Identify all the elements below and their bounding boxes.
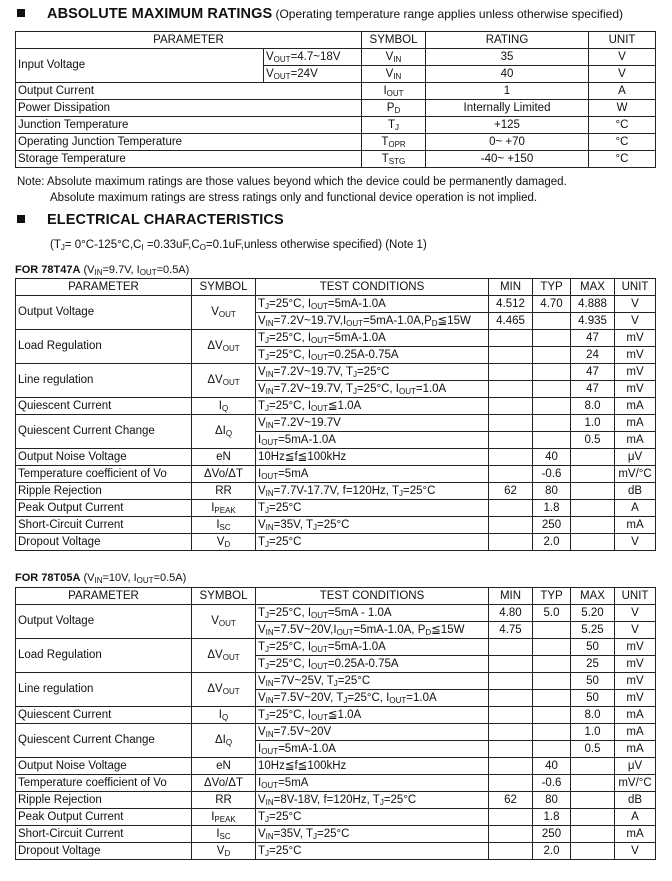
- unit-cell: A: [615, 809, 656, 826]
- parameter-cell: Temperature coefficient of Vo: [16, 775, 192, 792]
- table-row: [16, 843, 656, 860]
- rating-cell: 0~ +70: [426, 134, 589, 151]
- unit-cell: μV: [615, 449, 656, 466]
- min-cell: 4.80: [489, 605, 533, 622]
- symbol-cell: $T_J$: [362, 117, 426, 134]
- rating-cell: Internally Limited: [426, 100, 589, 117]
- max-cell: 47: [571, 330, 615, 347]
- min-cell: [489, 656, 533, 673]
- test-condition-cell: $I_{OUT}=5mA$: [256, 466, 489, 483]
- min-cell: [489, 707, 533, 724]
- parameter-cell: Output Voltage: [16, 605, 192, 639]
- unit-cell: mV/°C: [615, 775, 656, 792]
- test-condition-cell: $T_J=25^\circ C$, $I_{OUT}≦1.0A$: [256, 707, 489, 724]
- max-cell: [571, 826, 615, 843]
- table-row: [16, 673, 656, 690]
- unit-cell: mV: [615, 673, 656, 690]
- min-cell: [489, 449, 533, 466]
- table-row: [16, 466, 656, 483]
- unit-cell: V: [589, 49, 656, 66]
- unit-cell: mV/°C: [615, 466, 656, 483]
- parameter-cell: Peak Output Current: [16, 500, 192, 517]
- max-cell: 8.0: [571, 707, 615, 724]
- parameter-cell: Line regulation: [16, 673, 192, 707]
- symbol-cell: $I_{PEAK}$: [192, 500, 256, 517]
- table-row: [16, 398, 656, 415]
- parameter-cell: Junction Temperature: [16, 117, 362, 134]
- symbol-cell: $I_{SC}$: [192, 517, 256, 534]
- symbol-cell: $\Delta I_Q$: [192, 724, 256, 758]
- unit-cell: V: [615, 622, 656, 639]
- header-symbol: SYMBOL: [192, 588, 256, 605]
- typ-cell: 40: [533, 449, 571, 466]
- symbol-cell: $V_{OUT}$: [192, 605, 256, 639]
- rating-cell: 1: [426, 83, 589, 100]
- parameter-cell: Power Dissipation: [16, 100, 362, 117]
- max-cell: 1.0: [571, 724, 615, 741]
- table-row: [16, 364, 656, 381]
- min-cell: [489, 364, 533, 381]
- ec-title: ELECTRICAL CHARACTERISTICS: [47, 212, 284, 228]
- max-cell: 0.5: [571, 432, 615, 449]
- amr-note-2: Absolute maximum ratings are stress ratings only and functional device operation is not implied.: [50, 192, 538, 204]
- max-cell: 47: [571, 381, 615, 398]
- typ-cell: [533, 347, 571, 364]
- symbol-cell: $P_D$: [362, 100, 426, 117]
- max-cell: 0.5: [571, 741, 615, 758]
- min-cell: [489, 741, 533, 758]
- min-cell: [489, 500, 533, 517]
- unit-cell: mV: [615, 364, 656, 381]
- test-condition-cell: $V_{IN}=35V$, $T_J=25^\circ C$: [256, 517, 489, 534]
- ec-table-78t05a: [15, 587, 656, 860]
- max-cell: 24: [571, 347, 615, 364]
- max-cell: [571, 466, 615, 483]
- unit-cell: mA: [615, 724, 656, 741]
- header-unit: UNIT: [615, 588, 656, 605]
- min-cell: [489, 826, 533, 843]
- symbol-cell: RR: [192, 483, 256, 500]
- unit-cell: dB: [615, 483, 656, 500]
- parameter-cell: Quiescent Current: [16, 398, 192, 415]
- ec-table-78t47a: [15, 278, 656, 551]
- unit-cell: mA: [615, 415, 656, 432]
- symbol-cell: $I_{SC}$: [192, 826, 256, 843]
- max-cell: 50: [571, 639, 615, 656]
- test-condition-cell: $V_{IN}=7.2V\sim 19.7V$, $T_J=25^\circ C$: [256, 364, 489, 381]
- rating-cell: -40~ +150: [426, 151, 589, 168]
- typ-cell: [533, 639, 571, 656]
- table-row: [16, 517, 656, 534]
- ec-conditions: ($T_J= 0^\circ C-125^\circ C,C_I$ $=0.33uF,C_O=0.1uF,unless$ otherwise specified) (Note 1): [50, 239, 427, 252]
- min-cell: [489, 690, 533, 707]
- unit-cell: V: [615, 296, 656, 313]
- table-row: [16, 809, 656, 826]
- table-row: [16, 758, 656, 775]
- amr-note-1: Note: Absolute maximum ratings are those values beyond which the device could be permanently damaged.: [17, 176, 567, 188]
- typ-cell: 5.0: [533, 605, 571, 622]
- header-parameter: PARAMETER: [16, 279, 192, 296]
- header-parameter: PARAMETER: [16, 32, 362, 49]
- table-row: [16, 415, 656, 432]
- max-cell: 5.25: [571, 622, 615, 639]
- max-cell: 50: [571, 673, 615, 690]
- unit-cell: mA: [615, 826, 656, 843]
- amr-title: ABSOLUTE MAXIMUM RATINGS: [47, 6, 273, 22]
- table-row: [16, 83, 656, 100]
- max-cell: [571, 517, 615, 534]
- max-cell: 8.0: [571, 398, 615, 415]
- amr-section-title: [17, 6, 623, 22]
- unit-cell: mV: [615, 330, 656, 347]
- test-condition-cell: $I_{OUT}=5mA$: [256, 775, 489, 792]
- symbol-cell: $V_D$: [192, 534, 256, 551]
- test-condition-cell: $V_{IN}=7.5V\sim 20V,I_{OUT}=5mA-1.0A$, $P_D≦15W$: [256, 622, 489, 639]
- parameter-cell: Short-Circuit Current: [16, 826, 192, 843]
- unit-cell: μV: [615, 758, 656, 775]
- table-row: [16, 296, 656, 313]
- symbol-cell: $V_{IN}$: [362, 66, 426, 83]
- typ-cell: [533, 398, 571, 415]
- max-cell: [571, 534, 615, 551]
- test-condition-cell: $V_{IN}=7.2V\sim 19.7V,I_{OUT}=5mA-1.0A,P_D≦15W$: [256, 313, 489, 330]
- unit-cell: A: [589, 83, 656, 100]
- max-cell: 1.0: [571, 415, 615, 432]
- rating-cell: 35: [426, 49, 589, 66]
- test-condition-cell: 10Hz≦f≦100kHz: [256, 449, 489, 466]
- header-parameter: PARAMETER: [16, 588, 192, 605]
- symbol-cell: $\Delta I_Q$: [192, 415, 256, 449]
- table-header-row: [16, 279, 656, 296]
- min-cell: [489, 517, 533, 534]
- parameter-cell: Ripple Rejection: [16, 792, 192, 809]
- typ-cell: [533, 690, 571, 707]
- t05-label: FOR 78T05A ($V_{IN}=10V$, $I_{OUT}=0.5A$): [15, 572, 187, 585]
- test-condition-cell: $V_{IN}=7.2V\sim 19.7V$, $T_J=25^\circ C$, $I_{OUT}=1.0A$: [256, 381, 489, 398]
- typ-cell: -0.6: [533, 775, 571, 792]
- symbol-cell: $I_Q$: [192, 398, 256, 415]
- typ-cell: [533, 330, 571, 347]
- test-condition-cell: $T_J=25^\circ C$: [256, 843, 489, 860]
- header-symbol: SYMBOL: [362, 32, 426, 49]
- min-cell: [489, 381, 533, 398]
- typ-cell: [533, 381, 571, 398]
- condition-cell: $V_{OUT}=4.7\sim 18V$: [264, 49, 362, 66]
- max-cell: [571, 792, 615, 809]
- table-row: [16, 151, 656, 168]
- parameter-cell: Quiescent Current Change: [16, 415, 192, 449]
- table-row: [16, 449, 656, 466]
- unit-cell: V: [615, 534, 656, 551]
- symbol-cell: $V_D$: [192, 843, 256, 860]
- table-row: [16, 724, 656, 741]
- typ-cell: -0.6: [533, 466, 571, 483]
- table-row: [16, 826, 656, 843]
- table-header-row: [16, 32, 656, 49]
- symbol-cell: $V_{OUT}$: [192, 296, 256, 330]
- min-cell: [489, 466, 533, 483]
- test-condition-cell: $T_J=25^\circ C$, $I_{OUT}=5mA-1.0A$: [256, 296, 489, 313]
- min-cell: 62: [489, 483, 533, 500]
- test-condition-cell: $V_{IN}=8V-18V$, f=120Hz, $T_J=25^\circ C$: [256, 792, 489, 809]
- symbol-cell: $\Delta V_{OUT}$: [192, 673, 256, 707]
- square-bullet-icon: [17, 215, 25, 223]
- test-condition-cell: $I_{OUT}=5mA-1.0A$: [256, 741, 489, 758]
- parameter-cell: Output Current: [16, 83, 362, 100]
- unit-cell: A: [615, 500, 656, 517]
- min-cell: [489, 432, 533, 449]
- typ-cell: [533, 656, 571, 673]
- max-cell: 50: [571, 690, 615, 707]
- max-cell: [571, 449, 615, 466]
- min-cell: [489, 330, 533, 347]
- table-row: [16, 483, 656, 500]
- ec-section-title: [17, 212, 284, 228]
- min-cell: [489, 673, 533, 690]
- parameter-cell: Input Voltage: [16, 49, 264, 83]
- min-cell: [489, 809, 533, 826]
- max-cell: [571, 758, 615, 775]
- test-condition-cell: $V_{IN}=7V\sim 25V$, $T_J=25^\circ C$: [256, 673, 489, 690]
- test-condition-cell: $T_J=25^\circ C$, $I_{OUT}=5mA - 1.0A$: [256, 605, 489, 622]
- table-row: [16, 792, 656, 809]
- min-cell: [489, 639, 533, 656]
- table-row: [16, 134, 656, 151]
- unit-cell: mV: [615, 347, 656, 364]
- min-cell: [489, 398, 533, 415]
- symbol-cell: $I_{PEAK}$: [192, 809, 256, 826]
- typ-cell: 2.0: [533, 534, 571, 551]
- unit-cell: mA: [615, 432, 656, 449]
- table-row: [16, 605, 656, 622]
- test-condition-cell: 10Hz≦f≦100kHz: [256, 758, 489, 775]
- test-condition-cell: $T_J=25^\circ C$, $I_{OUT}=0.25A-0.75A$: [256, 656, 489, 673]
- symbol-cell: RR: [192, 792, 256, 809]
- typ-cell: [533, 415, 571, 432]
- unit-cell: °C: [589, 117, 656, 134]
- typ-cell: [533, 313, 571, 330]
- parameter-cell: Operating Junction Temperature: [16, 134, 362, 151]
- min-cell: [489, 775, 533, 792]
- test-condition-cell: $V_{IN}=7.5V\sim 20V$: [256, 724, 489, 741]
- square-bullet-icon: [17, 9, 25, 17]
- typ-cell: 1.8: [533, 500, 571, 517]
- typ-cell: 1.8: [533, 809, 571, 826]
- max-cell: [571, 500, 615, 517]
- parameter-cell: Temperature coefficient of Vo: [16, 466, 192, 483]
- parameter-cell: Output Noise Voltage: [16, 449, 192, 466]
- unit-cell: mV: [615, 690, 656, 707]
- test-condition-cell: $T_J=25^\circ C$: [256, 534, 489, 551]
- min-cell: [489, 843, 533, 860]
- unit-cell: mV: [615, 381, 656, 398]
- header-max: MAX: [571, 279, 615, 296]
- t47-label: FOR 78T47A ($V_{IN}=9.7V$, $I_{OUT}=0.5A$): [15, 264, 190, 277]
- parameter-cell: Load Regulation: [16, 639, 192, 673]
- rating-cell: +125: [426, 117, 589, 134]
- min-cell: 4.75: [489, 622, 533, 639]
- unit-cell: mV: [615, 639, 656, 656]
- symbol-cell: eN: [192, 758, 256, 775]
- min-cell: [489, 534, 533, 551]
- table-row: [16, 49, 656, 66]
- unit-cell: W: [589, 100, 656, 117]
- unit-cell: °C: [589, 134, 656, 151]
- unit-cell: dB: [615, 792, 656, 809]
- table-header-row: [16, 588, 656, 605]
- unit-cell: mA: [615, 741, 656, 758]
- min-cell: [489, 415, 533, 432]
- typ-cell: [533, 741, 571, 758]
- test-condition-cell: $V_{IN}=7.2V\sim 19.7V$: [256, 415, 489, 432]
- parameter-cell: Short-Circuit Current: [16, 517, 192, 534]
- table-row: [16, 775, 656, 792]
- header-unit: UNIT: [615, 279, 656, 296]
- symbol-cell: eN: [192, 449, 256, 466]
- test-condition-cell: $T_J=25^\circ C$, $I_{OUT}=5mA-1.0A$: [256, 330, 489, 347]
- header-min: MIN: [489, 588, 533, 605]
- max-cell: 25: [571, 656, 615, 673]
- test-condition-cell: $T_J=25^\circ C$, $I_{OUT}=0.25A-0.75A$: [256, 347, 489, 364]
- min-cell: [489, 758, 533, 775]
- max-cell: [571, 809, 615, 826]
- parameter-cell: Dropout Voltage: [16, 534, 192, 551]
- unit-cell: V: [589, 66, 656, 83]
- symbol-cell: $\Delta V_{OUT}$: [192, 330, 256, 364]
- parameter-cell: Quiescent Current: [16, 707, 192, 724]
- typ-cell: 250: [533, 826, 571, 843]
- condition-cell: $V_{OUT}=24V$: [264, 66, 362, 83]
- max-cell: [571, 775, 615, 792]
- symbol-cell: $V_{IN}$: [362, 49, 426, 66]
- min-cell: 4.465: [489, 313, 533, 330]
- symbol-cell: ΔVo/ΔT: [192, 775, 256, 792]
- header-min: MIN: [489, 279, 533, 296]
- absolute-maximum-ratings-table: [15, 31, 656, 168]
- test-condition-cell: $V_{IN}=35V$, $T_J=25^\circ C$: [256, 826, 489, 843]
- header-test-conditions: TEST CONDITIONS: [256, 588, 489, 605]
- typ-cell: [533, 673, 571, 690]
- parameter-cell: Output Noise Voltage: [16, 758, 192, 775]
- test-condition-cell: $T_J=25^\circ C$: [256, 500, 489, 517]
- max-cell: [571, 483, 615, 500]
- unit-cell: mV: [615, 656, 656, 673]
- header-test-conditions: TEST CONDITIONS: [256, 279, 489, 296]
- symbol-cell: $I_{OUT}$: [362, 83, 426, 100]
- typ-cell: 40: [533, 758, 571, 775]
- parameter-cell: Dropout Voltage: [16, 843, 192, 860]
- header-max: MAX: [571, 588, 615, 605]
- test-condition-cell: $T_J=25^\circ C$: [256, 809, 489, 826]
- typ-cell: [533, 707, 571, 724]
- table-row: [16, 330, 656, 347]
- test-condition-cell: $T_J=25^\circ C$, $I_{OUT}=5mA-1.0A$: [256, 639, 489, 656]
- unit-cell: V: [615, 843, 656, 860]
- symbol-cell: $\Delta V_{OUT}$: [192, 639, 256, 673]
- typ-cell: [533, 364, 571, 381]
- table-row: [16, 707, 656, 724]
- symbol-cell: $T_{OPR}$: [362, 134, 426, 151]
- typ-cell: 80: [533, 792, 571, 809]
- header-rating: RATING: [426, 32, 589, 49]
- test-condition-cell: $I_{OUT}=5mA-1.0A$: [256, 432, 489, 449]
- unit-cell: mA: [615, 398, 656, 415]
- parameter-cell: Ripple Rejection: [16, 483, 192, 500]
- max-cell: 5.20: [571, 605, 615, 622]
- max-cell: 4.935: [571, 313, 615, 330]
- table-row: [16, 100, 656, 117]
- unit-cell: V: [615, 313, 656, 330]
- min-cell: [489, 724, 533, 741]
- max-cell: 47: [571, 364, 615, 381]
- parameter-cell: Storage Temperature: [16, 151, 362, 168]
- header-typ: TYP: [533, 588, 571, 605]
- table-row: [16, 117, 656, 134]
- min-cell: 4.512: [489, 296, 533, 313]
- unit-cell: mA: [615, 707, 656, 724]
- max-cell: 4.888: [571, 296, 615, 313]
- amr-subtitle: (Operating temperature range applies unless otherwise specified): [275, 7, 623, 21]
- table-row: [16, 639, 656, 656]
- unit-cell: mA: [615, 517, 656, 534]
- typ-cell: [533, 724, 571, 741]
- parameter-cell: Line regulation: [16, 364, 192, 398]
- symbol-cell: ΔVo/ΔT: [192, 466, 256, 483]
- parameter-cell: Output Voltage: [16, 296, 192, 330]
- header-symbol: SYMBOL: [192, 279, 256, 296]
- header-typ: TYP: [533, 279, 571, 296]
- symbol-cell: $\Delta V_{OUT}$: [192, 364, 256, 398]
- table-row: [16, 534, 656, 551]
- rating-cell: 40: [426, 66, 589, 83]
- typ-cell: 4.70: [533, 296, 571, 313]
- parameter-cell: Load Regulation: [16, 330, 192, 364]
- table-row: [16, 500, 656, 517]
- parameter-cell: Peak Output Current: [16, 809, 192, 826]
- typ-cell: [533, 432, 571, 449]
- typ-cell: 2.0: [533, 843, 571, 860]
- unit-cell: °C: [589, 151, 656, 168]
- min-cell: [489, 347, 533, 364]
- test-condition-cell: $T_J=25^\circ C$, $I_{OUT}≦1.0A$: [256, 398, 489, 415]
- parameter-cell: Quiescent Current Change: [16, 724, 192, 758]
- typ-cell: [533, 622, 571, 639]
- test-condition-cell: $V_{IN}=7.5V\sim 20V$, $T_J=25^\circ C$, $I_{OUT}=1.0A$: [256, 690, 489, 707]
- typ-cell: 80: [533, 483, 571, 500]
- min-cell: 62: [489, 792, 533, 809]
- max-cell: [571, 843, 615, 860]
- typ-cell: 250: [533, 517, 571, 534]
- unit-cell: V: [615, 605, 656, 622]
- header-unit: UNIT: [589, 32, 656, 49]
- symbol-cell: $I_Q$: [192, 707, 256, 724]
- test-condition-cell: $V_{IN}=7.7V-17.7V$, f=120Hz, $T_J=25^\circ C$: [256, 483, 489, 500]
- symbol-cell: $T_{STG}$: [362, 151, 426, 168]
